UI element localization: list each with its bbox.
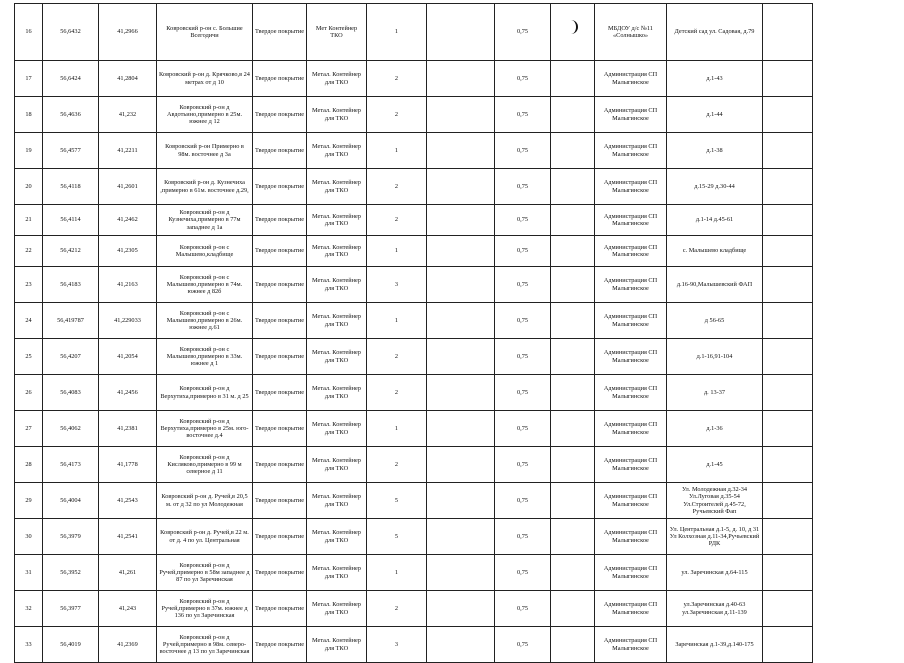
cell-lon: 41,2541 — [99, 519, 157, 555]
cell-count: 1 — [367, 555, 427, 591]
cell-blank3 — [763, 591, 813, 627]
cell-served: д.1-45 — [667, 447, 763, 483]
cell-addr: Ковровский р-он с Малышево,примерно в 26м. южнее д.61 — [157, 303, 253, 339]
cell-count: 1 — [367, 411, 427, 447]
cell-owner: Администрация СП Малыгинское — [595, 61, 667, 97]
cell-served: Ул. Центральная д.1-5, д. 10, д 31 Ул Колхозная д.11-34,Ручьевский РДК — [667, 519, 763, 555]
cell-lat: 56,3977 — [43, 591, 99, 627]
cell-container: Метал. Контейнер для ТКО — [307, 169, 367, 205]
cell-volume: 0,75 — [495, 303, 551, 339]
cell-blank2 — [551, 97, 595, 133]
cell-n: 25 — [15, 339, 43, 375]
cell-lon: 41,2163 — [99, 267, 157, 303]
table-row — [15, 303, 813, 339]
cell-blank2 — [551, 205, 595, 236]
cell-lon: 41,2966 — [99, 4, 157, 61]
cell-surface: Твердое покрытие — [253, 267, 307, 303]
cell-owner: Администрация СП Малыгинское — [595, 205, 667, 236]
cell-count: 2 — [367, 205, 427, 236]
cell-blank1 — [427, 61, 495, 97]
cell-blank1 — [427, 169, 495, 205]
cell-container: Метал. Контейнер для ТКО — [307, 267, 367, 303]
cell-surface: Твердое покрытие — [253, 447, 307, 483]
cell-served: д.1-14 д.45-61 — [667, 205, 763, 236]
table-row — [15, 555, 813, 591]
cell-lat: 56,4083 — [43, 375, 99, 411]
cell-owner: Администрация СП Малыгинское — [595, 267, 667, 303]
cell-container: Метал. Контейнер для ТКО — [307, 339, 367, 375]
cell-count: 2 — [367, 97, 427, 133]
cell-blank2 — [551, 303, 595, 339]
cell-lon: 41,2305 — [99, 236, 157, 267]
cell-count: 1 — [367, 133, 427, 169]
cell-served: д 56-65 — [667, 303, 763, 339]
cell-volume: 0,75 — [495, 519, 551, 555]
cell-container: Метал. Контейнер для ТКО — [307, 627, 367, 663]
cell-lat: 56,6432 — [43, 4, 99, 61]
cell-surface: Твердое покрытие — [253, 205, 307, 236]
cell-count: 3 — [367, 627, 427, 663]
cell-blank2 — [551, 236, 595, 267]
cell-volume: 0,75 — [495, 205, 551, 236]
cell-addr: Ковровский р-он с Малышево,примерно в 33м. южнее д 1 — [157, 339, 253, 375]
cell-addr: Ковровский р-он д. Ручей,в 22 м. от д. 4 по ул. Центральная — [157, 519, 253, 555]
cell-owner: Администрация СП Малыгинское — [595, 375, 667, 411]
table-row — [15, 411, 813, 447]
cell-blank1 — [427, 339, 495, 375]
cell-count: 2 — [367, 61, 427, 97]
cell-blank3 — [763, 447, 813, 483]
cell-lon: 41,243 — [99, 591, 157, 627]
cell-lon: 41,261 — [99, 555, 157, 591]
cell-owner: Администрация СП Малыгинское — [595, 555, 667, 591]
cell-n: 26 — [15, 375, 43, 411]
table-row — [15, 339, 813, 375]
cell-owner: Администрация СП Малыгинское — [595, 236, 667, 267]
cell-surface: Твердое покрытие — [253, 236, 307, 267]
cell-blank2 — [551, 411, 595, 447]
cell-lat: 56,4207 — [43, 339, 99, 375]
cell-served: д.15-29 д.30-44 — [667, 169, 763, 205]
cell-blank3 — [763, 267, 813, 303]
cell-volume: 0,75 — [495, 411, 551, 447]
table-row — [15, 97, 813, 133]
cell-blank2 — [551, 483, 595, 519]
cell-blank1 — [427, 97, 495, 133]
cell-lon: 41,2381 — [99, 411, 157, 447]
table-row — [15, 133, 813, 169]
cell-owner: Администрация СП Малыгинское — [595, 483, 667, 519]
cell-n: 21 — [15, 205, 43, 236]
cell-lon: 41,2804 — [99, 61, 157, 97]
cell-lat: 56,4062 — [43, 411, 99, 447]
cell-owner: Администрация СП Малыгинское — [595, 411, 667, 447]
cell-volume: 0,75 — [495, 4, 551, 61]
cell-container: Метал. Контейнер для ТКО — [307, 97, 367, 133]
cell-n: 33 — [15, 627, 43, 663]
cell-owner: Администрация СП Малыгинское — [595, 519, 667, 555]
cell-served: д.1-36 — [667, 411, 763, 447]
cell-addr: Ковровский р-он д Верхутиха,примерно в 25м. юго-восточнее д.4 — [157, 411, 253, 447]
cell-lon: 41,232 — [99, 97, 157, 133]
cell-container: Метал. Контейнер для ТКО — [307, 303, 367, 339]
cell-count: 2 — [367, 375, 427, 411]
cell-volume: 0,75 — [495, 133, 551, 169]
cell-addr: Ковровский р-он Примерно в 98м. восточнее д 3а — [157, 133, 253, 169]
cell-blank1 — [427, 555, 495, 591]
cell-owner: Администрация СП Малыгинское — [595, 339, 667, 375]
cell-blank3 — [763, 205, 813, 236]
cell-addr: Ковровский р-он д. Кузнечиха ,примерно в 61м. восточнее д.29, — [157, 169, 253, 205]
cell-blank2 — [551, 339, 595, 375]
cell-lat: 56,4019 — [43, 627, 99, 663]
cell-addr: Ковровский р-он д Авдотьино,примерно в 25м. южнее д 12 — [157, 97, 253, 133]
cell-lat: 56,4212 — [43, 236, 99, 267]
cell-volume: 0,75 — [495, 591, 551, 627]
cell-owner: Администрация СП Малыгинское — [595, 97, 667, 133]
cell-volume: 0,75 — [495, 236, 551, 267]
cell-container: Метал. Контейнер для ТКО — [307, 205, 367, 236]
table-row — [15, 61, 813, 97]
cell-served: Заречинская д.1-39,д.140-175 — [667, 627, 763, 663]
cell-blank1 — [427, 267, 495, 303]
cell-blank1 — [427, 627, 495, 663]
cell-container: Метал. Контейнер для ТКО — [307, 555, 367, 591]
cell-lat: 56,3979 — [43, 519, 99, 555]
table-row — [15, 375, 813, 411]
cell-n: 24 — [15, 303, 43, 339]
cell-count: 5 — [367, 519, 427, 555]
cell-owner: Администрация СП Малыгинское — [595, 591, 667, 627]
cell-count: 3 — [367, 267, 427, 303]
cell-blank3 — [763, 133, 813, 169]
table-row — [15, 519, 813, 555]
table-row — [15, 236, 813, 267]
cell-n: 30 — [15, 519, 43, 555]
cell-addr: Ковровский р-он д Верхутиха,примерно в 31 м. д 25 — [157, 375, 253, 411]
cell-n: 19 — [15, 133, 43, 169]
cell-lat: 56,4183 — [43, 267, 99, 303]
table-body — [15, 4, 813, 663]
cell-count: 2 — [367, 591, 427, 627]
cell-volume: 0,75 — [495, 339, 551, 375]
cell-lat: 56,4636 — [43, 97, 99, 133]
cell-n: 18 — [15, 97, 43, 133]
cell-blank3 — [763, 555, 813, 591]
cell-served: д. 13-37 — [667, 375, 763, 411]
cell-blank3 — [763, 236, 813, 267]
cell-n: 27 — [15, 411, 43, 447]
cell-blank1 — [427, 4, 495, 61]
cell-blank2 — [551, 133, 595, 169]
cell-lat: 56,4577 — [43, 133, 99, 169]
cell-lon: 41,2211 — [99, 133, 157, 169]
cell-blank3 — [763, 303, 813, 339]
cell-blank1 — [427, 303, 495, 339]
cell-container: Метал. Контейнер для ТКО — [307, 61, 367, 97]
cell-owner: Администрация СП Малыгинское — [595, 133, 667, 169]
cell-count: 2 — [367, 447, 427, 483]
cell-lon: 41,2462 — [99, 205, 157, 236]
cell-n: 32 — [15, 591, 43, 627]
cell-volume: 0,75 — [495, 169, 551, 205]
cell-volume: 0,75 — [495, 483, 551, 519]
cell-blank1 — [427, 411, 495, 447]
cell-volume: 0,75 — [495, 267, 551, 303]
cell-n: 22 — [15, 236, 43, 267]
cell-blank2 — [551, 375, 595, 411]
cell-owner: МБДОУ д/с №11 «Солнышко» — [595, 4, 667, 61]
cell-blank1 — [427, 483, 495, 519]
cell-blank3 — [763, 627, 813, 663]
cell-blank1 — [427, 375, 495, 411]
cell-served: Детский сад ул. Садовая, д.79 — [667, 4, 763, 61]
cell-n: 28 — [15, 447, 43, 483]
cell-surface: Твердое покрытие — [253, 411, 307, 447]
cell-owner: Администрация СП Малыгинское — [595, 627, 667, 663]
cell-blank2 — [551, 591, 595, 627]
table-row — [15, 267, 813, 303]
cell-lon: 41,2054 — [99, 339, 157, 375]
table-row — [15, 4, 813, 61]
cell-blank2 — [551, 519, 595, 555]
cell-lon: 41,2456 — [99, 375, 157, 411]
cell-count: 1 — [367, 4, 427, 61]
table-row — [15, 627, 813, 663]
cell-served: д.1-16,91-104 — [667, 339, 763, 375]
cell-container: Метал. Контейнер для ТКО — [307, 447, 367, 483]
cell-container: Метал. Контейнер для ТКО — [307, 411, 367, 447]
cell-blank2 — [551, 447, 595, 483]
cell-served: д.1-43 — [667, 61, 763, 97]
waste-sites-table — [14, 3, 813, 663]
cell-volume: 0,75 — [495, 61, 551, 97]
table-row — [15, 591, 813, 627]
table-row — [15, 483, 813, 519]
cell-addr: Ковровский р-он с. Большие Всегодичи — [157, 4, 253, 61]
cell-addr: Ковровский р-он д. Ручей,в 20,5 м. от д 32 по ул Молодежная — [157, 483, 253, 519]
cell-blank3 — [763, 483, 813, 519]
cell-served: д.1-38 — [667, 133, 763, 169]
cell-blank2 — [551, 627, 595, 663]
cell-blank3 — [763, 61, 813, 97]
cell-volume: 0,75 — [495, 555, 551, 591]
cell-addr: Ковровский р-он д Кисляково,примерно в 99 м северное д 11 — [157, 447, 253, 483]
cell-volume: 0,75 — [495, 627, 551, 663]
cell-owner: Администрация СП Малыгинское — [595, 169, 667, 205]
cell-container: Метал. Контейнер для ТКО — [307, 591, 367, 627]
cell-blank1 — [427, 236, 495, 267]
cell-lat: 56,4173 — [43, 447, 99, 483]
cell-surface: Твердое покрытие — [253, 4, 307, 61]
cell-container: Метал. Контейнер для ТКО — [307, 236, 367, 267]
cell-volume: 0,75 — [495, 97, 551, 133]
cell-surface: Твердое покрытие — [253, 519, 307, 555]
cell-surface: Твердое покрытие — [253, 169, 307, 205]
cell-lat: 56,3952 — [43, 555, 99, 591]
cell-addr: Ковровский р-он с Малышево,кладбище — [157, 236, 253, 267]
cell-served: Ул. Молодежная д.32-34 Ул.Луговая д.35-54 Ул.Строителей д.45-72, Ручьевский Фап — [667, 483, 763, 519]
cell-blank3 — [763, 375, 813, 411]
cell-owner: Администрация СП Малыгинское — [595, 303, 667, 339]
cell-lon: 41,1778 — [99, 447, 157, 483]
cell-blank2 — [551, 555, 595, 591]
table-row — [15, 205, 813, 236]
cell-count: 1 — [367, 303, 427, 339]
cell-served: с. Малышево кладбище — [667, 236, 763, 267]
cell-surface: Твердое покрытие — [253, 627, 307, 663]
cell-blank3 — [763, 519, 813, 555]
cell-blank2 — [551, 169, 595, 205]
cell-volume: 0,75 — [495, 375, 551, 411]
cell-container: Метал. Контейнер для ТКО — [307, 483, 367, 519]
cell-container: Метал. Контейнер для ТКО — [307, 375, 367, 411]
cell-container: Мет Контейнер ТКО — [307, 4, 367, 61]
cell-volume: 0,75 — [495, 447, 551, 483]
cell-lat: 56,4118 — [43, 169, 99, 205]
cell-served: ул.Заречинская д.40-63 ул.Заречинская д.11-139 — [667, 591, 763, 627]
cell-lat: 56,419787 — [43, 303, 99, 339]
cell-surface: Твердое покрытие — [253, 591, 307, 627]
cell-n: 23 — [15, 267, 43, 303]
cell-addr: Ковровский р-он с Малышево,примерно в 74м. южнее д 82б — [157, 267, 253, 303]
cell-lon: 41,2369 — [99, 627, 157, 663]
cell-count: 2 — [367, 339, 427, 375]
cell-blank3 — [763, 97, 813, 133]
cell-n: 29 — [15, 483, 43, 519]
cell-lat: 56,4004 — [43, 483, 99, 519]
cell-addr: Ковровский р-он д Ручей,примерно в 37м. южнее д 136 по ул Заречинская — [157, 591, 253, 627]
cell-surface: Твердое покрытие — [253, 97, 307, 133]
cell-blank2 — [551, 267, 595, 303]
cell-count: 5 — [367, 483, 427, 519]
cell-lon: 41,2543 — [99, 483, 157, 519]
cell-n: 16 — [15, 4, 43, 61]
cell-surface: Твердое покрытие — [253, 339, 307, 375]
cell-blank1 — [427, 205, 495, 236]
cell-blank1 — [427, 591, 495, 627]
cell-addr: Ковровский р-он д Ручей,примерно в 98м. северо-восточнее д 13 по ул Заречинская — [157, 627, 253, 663]
cell-blank3 — [763, 411, 813, 447]
cell-blank2 — [551, 61, 595, 97]
cell-served: д.1-44 — [667, 97, 763, 133]
cell-count: 1 — [367, 236, 427, 267]
cell-surface: Твердое покрытие — [253, 303, 307, 339]
cell-lon: 41,229033 — [99, 303, 157, 339]
cell-container: Метал. Контейнер для ТКО — [307, 519, 367, 555]
cell-blank3 — [763, 4, 813, 61]
cell-n: 20 — [15, 169, 43, 205]
cell-surface: Твердое покрытие — [253, 375, 307, 411]
cell-addr: Ковровский р-он д Ручей,примерно в 58м западнее д 87 по ул Заречинская — [157, 555, 253, 591]
cell-blank1 — [427, 519, 495, 555]
cell-surface: Твердое покрытие — [253, 61, 307, 97]
cell-lat: 56,6424 — [43, 61, 99, 97]
cell-n: 31 — [15, 555, 43, 591]
cell-blank1 — [427, 133, 495, 169]
cell-surface: Твердое покрытие — [253, 133, 307, 169]
cell-surface: Твердое покрытие — [253, 483, 307, 519]
table-row — [15, 447, 813, 483]
cell-count: 2 — [367, 169, 427, 205]
cell-owner: Администрация СП Малыгинское — [595, 447, 667, 483]
cell-addr: Ковровский р-он д. Крячково,в 24 метрах от д 10 — [157, 61, 253, 97]
cell-blank3 — [763, 339, 813, 375]
cell-container: Метал. Контейнер для ТКО — [307, 133, 367, 169]
cell-blank3 — [763, 169, 813, 205]
cell-n: 17 — [15, 61, 43, 97]
cell-lat: 56,4114 — [43, 205, 99, 236]
cell-served: д.16-90,Малышевский ФАП — [667, 267, 763, 303]
table-row — [15, 169, 813, 205]
cell-served: ул. Заречинская д.64-115 — [667, 555, 763, 591]
cell-lon: 41,2601 — [99, 169, 157, 205]
cell-blank1 — [427, 447, 495, 483]
cell-addr: Ковровский р-он д Кузнечиха,примерно в 77м западнее д 1а — [157, 205, 253, 236]
cell-surface: Твердое покрытие — [253, 555, 307, 591]
